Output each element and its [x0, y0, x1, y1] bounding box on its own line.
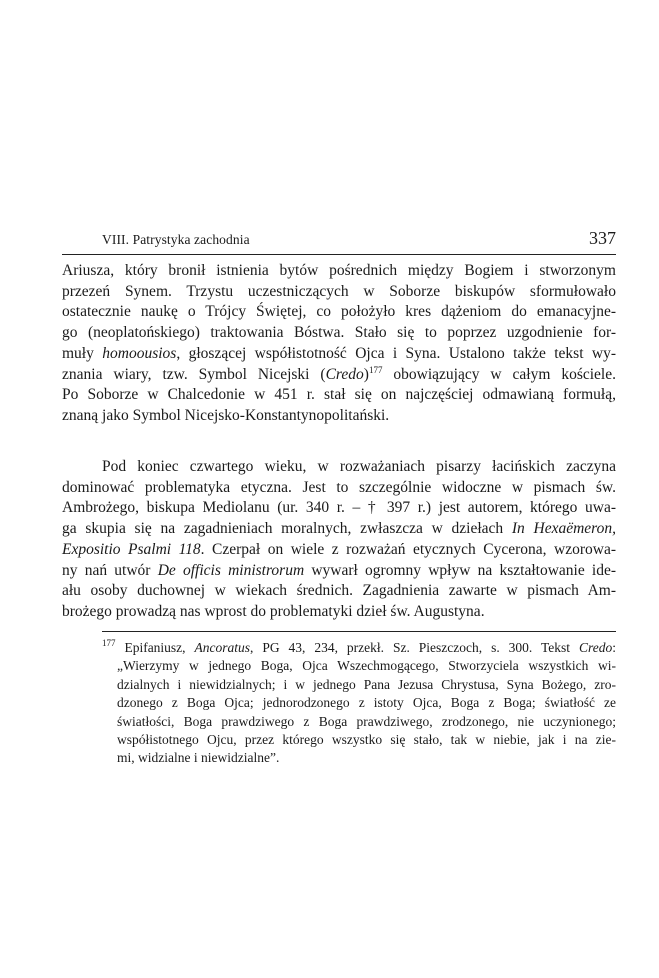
text-line: znaną jako Symbol Nicejsko-Konstantynopolitański.: [62, 406, 390, 424]
text-line: Ariusza, który bronił istnienia bytów pośrednich między Bogiem i stworzonym: [62, 262, 616, 279]
text-fragment: Epifaniusz,: [115, 640, 195, 655]
text-fragment: :: [612, 640, 616, 655]
italic-term: homoousios: [102, 344, 177, 362]
italic-title: In Hexaëmeron,: [511, 520, 616, 538]
text-fragment: ny nań utwór: [62, 561, 158, 579]
text-line: [62, 540, 616, 561]
header-divider: [62, 254, 616, 255]
text-line: brożego prowadzą nas wprost do problematyki dzieł św. Augustyna.: [62, 602, 485, 620]
text-fragment: obowiązujący w całym kościele.: [382, 365, 616, 383]
text-line: [62, 561, 616, 582]
footnote-line: dzonego z Boga Ojca; jednorodzonego z istoty Ojca, Boga z Boga; światłość ze: [117, 695, 616, 711]
running-header: [62, 228, 616, 254]
text-fragment: , głoszącej współistotność Ojca i Syna. Ustalono także tekst wy-: [176, 344, 616, 362]
chapter-title: VIII. Patrystyka zachodnia: [102, 232, 250, 247]
footnote-divider: [102, 631, 616, 632]
text-fragment: , PG 43, 234, przekł. Sz. Pieszczoch, s. 300. Tekst: [250, 640, 579, 655]
footnote-line: współistotnego Ojcu, przez którego wszystko się stało, tak w niebie, jak i na zie-: [117, 732, 616, 748]
italic-term: Credo: [325, 365, 364, 383]
text-fragment: . Czerpał on wiele z rozważań etycznych Cycerona, wzorowa-: [200, 540, 616, 558]
page-number: 337: [589, 228, 616, 248]
footnote: [102, 639, 616, 768]
text-fragment: muły: [62, 344, 103, 362]
text-line: [62, 365, 616, 386]
text-line: Po Soborze w Chalcedonie w 451 r. stał się on najczęściej odmawianą formułą,: [62, 386, 616, 404]
footnote-line: „Wierzymy w jednego Boga, Ojca Wszechmogącego, Stworzyciela wszystkich wi-: [117, 658, 616, 674]
text-fragment: wywarł ogromny wpływ na kształtowanie ide-: [304, 561, 617, 579]
footnote-ref: 177: [368, 364, 383, 375]
text-line: go (neoplatońskiego) traktowania Bóstwa. Stało się to poprzez uzgodnienie for-: [62, 324, 616, 342]
italic-title: Ancoratus: [194, 640, 250, 655]
paragraph-1: [62, 261, 616, 427]
text-line: [62, 344, 616, 365]
text-line: ostatecznie naukę o Trójcy Świętej, co położyło kres dążeniom do emanacyjne-: [62, 303, 616, 321]
text-fragment: ): [363, 365, 369, 383]
text-line: przezeń Synem. Trzystu uczestniczących w Soborze biskupów sformułowało: [62, 282, 616, 300]
text-line: Pod koniec czwartego wieku, w rozważaniach pisarzy łacińskich zaczyna: [102, 458, 616, 475]
text-fragment: ga skupia się na zagadnieniach moralnych, zwłaszcza w dziełach: [62, 520, 512, 538]
text-line: ału osoby duchownej w wiekach średnich. Zagadnienia zawarte w pismach Am-: [62, 582, 616, 600]
footnote-line: dzialnych i niewidzialnych; i w jednego Pana Jezusa Chrystusa, Syna Bożego, zro-: [117, 676, 616, 692]
text-line: [62, 519, 616, 540]
text-line: dominować problematyka etyczna. Jest to szczególnie widoczne w pismach św.: [62, 478, 616, 496]
footnote-line: światłości, Boga prawdziwego z Boga prawdziwego, zrodzonego, nie uczynionego;: [117, 713, 616, 729]
footnote-number: 177: [102, 638, 116, 648]
italic-title: De officis ministrorum: [157, 561, 305, 579]
paragraph-2: [62, 457, 616, 623]
text-line: Ambrożego, biskupa Mediolanu (ur. 340 r. – † 397 r.) jest autorem, którego uwa-: [62, 499, 616, 517]
italic-title: Expositio Psalmi 118: [62, 540, 201, 558]
footnote-line: mi, widzialne i niewidzialne”.: [117, 750, 280, 766]
text-fragment: znania wiary, tzw. Symbol Nicejski (: [62, 365, 326, 383]
footnote-line: [102, 639, 616, 657]
italic-title: Credo: [578, 640, 613, 655]
